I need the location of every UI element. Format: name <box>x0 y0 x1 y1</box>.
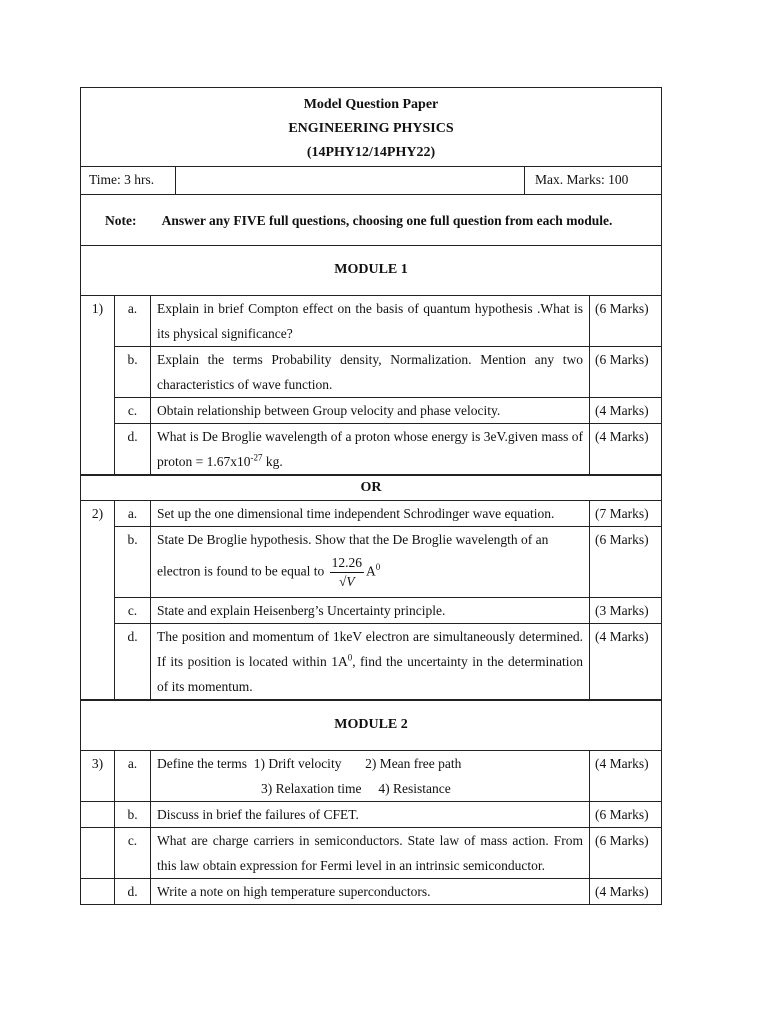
sub-label: a. <box>115 751 151 802</box>
marks: (3 Marks) <box>590 598 662 624</box>
max-marks-label: Max. Marks: 100 <box>535 172 629 187</box>
text-part: , find the uncertainty in the determination of its momentum. <box>157 654 583 694</box>
text-part: kg. <box>262 454 283 469</box>
text-part: The position and momentum of 1keV electron are simultaneously determined. If its position is located within 1A <box>157 629 583 669</box>
exponent: -27 <box>250 452 263 463</box>
table-row <box>81 828 662 879</box>
marks: (6 Marks) <box>590 296 662 347</box>
table-row <box>81 296 662 347</box>
sub-label: d. <box>115 879 151 905</box>
question-number: 3) <box>81 751 115 802</box>
empty-cell <box>81 828 115 879</box>
question-number: 1) <box>81 296 115 475</box>
question-text: Write a note on high temperature superconductors. <box>151 879 590 905</box>
table-row <box>81 624 662 700</box>
marks: (6 Marks) <box>590 802 662 828</box>
marks: (7 Marks) <box>590 501 662 527</box>
question-text <box>151 424 590 475</box>
paper-title: Model Question Paper <box>303 97 439 112</box>
module-2-heading: MODULE 2 <box>80 700 662 750</box>
exponent: 0 <box>347 652 353 663</box>
sub-label: b. <box>115 347 151 398</box>
sub-label: b. <box>115 802 151 828</box>
question-text: State and explain Heisenberg’s Uncertainty principle. <box>151 598 590 624</box>
unit: A <box>365 563 376 579</box>
sub-label: a. <box>115 501 151 527</box>
table-row <box>81 527 662 598</box>
exponent: 0 <box>375 562 381 573</box>
empty-cell <box>81 879 115 905</box>
table-row <box>81 598 662 624</box>
spacer-cell <box>176 167 525 194</box>
question-text: Explain the terms Probability density, Normalization. Mention any two characteristics of wave function. <box>151 347 590 398</box>
question-text: Obtain relationship between Group velocity and phase velocity. <box>151 398 590 424</box>
question-1-table <box>80 295 662 475</box>
table-row <box>81 802 662 828</box>
fraction-denominator: √V <box>338 574 355 589</box>
marks: (6 Marks) <box>590 347 662 398</box>
subject-title: ENGINEERING PHYSICS <box>288 121 454 136</box>
table-row <box>81 751 662 802</box>
note-label: Note: <box>105 213 137 228</box>
table-row <box>81 424 662 475</box>
question-text <box>151 751 590 802</box>
marks: (6 Marks) <box>590 527 662 598</box>
sub-label: a. <box>115 296 151 347</box>
marks: (4 Marks) <box>590 424 662 475</box>
table-row <box>81 398 662 424</box>
note-row <box>80 194 662 245</box>
subject-code: (14PHY12/14PHY22) <box>306 145 436 160</box>
question-text: Discuss in brief the failures of CFET. <box>151 802 590 828</box>
time-label: Time: 3 hrs. <box>81 167 176 194</box>
paper-header <box>80 87 662 166</box>
marks: (4 Marks) <box>590 624 662 700</box>
module-1-heading: MODULE 1 <box>80 245 662 295</box>
question-text <box>151 527 590 598</box>
sub-label: c. <box>115 828 151 879</box>
text-part: What is De Broglie wavelength of a proton whose energy is 3eV.given mass of proton = 1.67x10 <box>157 429 583 469</box>
table-row <box>81 347 662 398</box>
question-text <box>151 624 590 700</box>
question-3-table <box>80 750 662 905</box>
note-text: Answer any FIVE full questions, choosing one full question from each module. <box>161 213 613 228</box>
sub-label: c. <box>115 598 151 624</box>
marks: (4 Marks) <box>590 751 662 802</box>
question-paper <box>80 87 662 905</box>
question-number: 2) <box>81 501 115 700</box>
sub-label: d. <box>115 624 151 700</box>
question-2-table <box>80 500 662 700</box>
sub-label: c. <box>115 398 151 424</box>
or-separator: OR <box>80 475 662 500</box>
text-part: State De Broglie hypothesis. Show that the De Broglie wavelength of an <box>157 532 549 547</box>
table-row <box>81 879 662 905</box>
question-text: Explain in brief Compton effect on the basis of quantum hypothesis .What is its physical significance? <box>151 296 590 347</box>
marks: (4 Marks) <box>590 398 662 424</box>
fraction <box>330 554 364 591</box>
empty-cell <box>81 802 115 828</box>
text-part: 3) Relaxation time 4) Resistance <box>261 781 451 796</box>
table-row <box>81 501 662 527</box>
question-text: Set up the one dimensional time independent Schrodinger wave equation. <box>151 501 590 527</box>
text-part: electron is found to be equal to <box>157 563 325 579</box>
sub-label: b. <box>115 527 151 598</box>
time-marks-row <box>80 166 662 194</box>
marks: (4 Marks) <box>590 879 662 905</box>
question-text: What are charge carriers in semiconductors. State law of mass action. From this law obtain expression for Fermi level in an intrinsic semiconductor. <box>151 828 590 879</box>
text-part: Define the terms 1) Drift velocity 2) Mean free path <box>157 756 462 771</box>
fraction-numerator: 12.26 <box>330 554 364 573</box>
formula-line <box>157 554 583 591</box>
marks: (6 Marks) <box>590 828 662 879</box>
sub-label: d. <box>115 424 151 475</box>
